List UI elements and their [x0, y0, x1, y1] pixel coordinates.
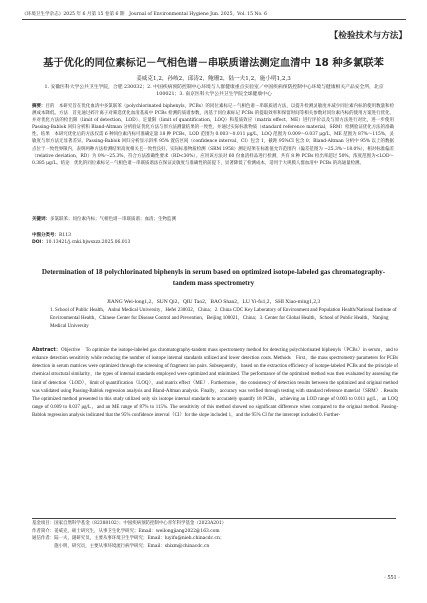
english-abstract-label: Abstract： — [32, 347, 62, 353]
footnote-corresponding-2: 施小明，研究员，主要从事环境流行病学研究；Email：shixm@chinacdc.cn — [32, 543, 210, 549]
english-abstract-text: Objective To optimize the isotope-labeled gas chromatography-tandem mass spectrometry method for detecting polychlorinated biphenyls（PCBs）in serum，and to enhance detection sensitivity while reducing the number of isotope internal standards utilized and lower detection costs. Methods First，the mass spectrometry parameters for PCBs detection in serum matrices were optimized through the screening of fragment ion pairs. Subsequently，based on the extraction efficiency of isotope-labeled PCBs and the principle of chemical structural similarity，the types of internal standards employed were optimized and minimized. The performance of the optimized method was then evaluated by assessing the limit of detection（LOD），limit of quantification（LOQ），and matrix effect（ME）. Furthermore，the consistency of detection results between the optimized and original method was validated using Passing-Bablok regression analysis and Bland-Altman analysis. Finally，accuracy was verified through testing with standard reference material（SRM）. Results The optimized method presented in this study utilized only six isotope internal standards to accurately quantify 18 PCBs，achieving an LOD range of 0.003 to 0.011 μg/L，an LOQ range of 0.009 to 0.037 μg/L，and an ME range of 87% to 115%. The sensitivity of this method showed no significant difference when compared to the original method. Passing-Bablok regression analysis indicated that the 95% confidence interval（CI）for the slope included 1，and the 95% CI for the intercept included 0. Further- — [32, 348, 403, 419]
english-affiliations: 1. School of Public Health，Anhui Medical University，Hefei 230032，China；2. China CDC Key Laboratory of Environment and Population Health/National Institute of Environmental Health，Chinese Center for Disease Control and Prevention，Beijing 100021，China；3. Center for Global Health，School of Public Health，Nanjing Medical University — [50, 308, 397, 329]
header-divider — [22, 19, 406, 20]
english-authors: JIANG Wei-long1,2，SUN Qi2，QIU Tao2，BAO Shan2，LU Yi-fu1,2，SHI Xiao-ming1,2,3 — [106, 299, 321, 305]
classification-label: 中图分类号： — [32, 233, 59, 238]
chinese-title: 基于优化的同位素标记－气相色谱－串联质谱法测定血清中 18 种多氯联苯 — [43, 57, 384, 69]
keywords-text: 多氯联苯；同位素内标；气相色谱－串联质谱；血清；生物监测 — [50, 217, 176, 222]
footnote-divider — [32, 518, 396, 519]
footnote-funding: 基金项目：国家自然科学基金（82388102）；中国疾病预防控制中心青年科学基金（2023A201） — [32, 521, 227, 526]
english-title: Determination of 18 polychlorinated biphenyls in serum based on optimized isotope-labeled gas chromatography-tandem mass spectrometry — [41, 268, 386, 287]
english-abstract — [32, 346, 403, 420]
running-header: 《环境卫生学杂志》2025 年 6 月第 15 卷第 6 期 Journal of Environmental Hygiene Jun. 2025，Vol. 15 No. 6 — [22, 12, 267, 17]
chinese-affiliations: 1. 安徽医科大学公共卫生学院，合肥 230032；2. 中国疾病预防控制中心环境与人群健康重点实验室／中国疾病预防控制中心环境与健康相关产品安全所，北京 100021；3. 南京医科大学公共卫生学院全球健康中心 — [44, 85, 384, 97]
doi-label: DOI： — [32, 240, 46, 245]
classification-number: R113 — [59, 233, 71, 238]
footnotes — [32, 520, 398, 550]
footnote-author-bio: 作者简介：姜威克，硕士研究生，从事卫生化学研究；Email：weilongjiang2022@163.com — [32, 528, 220, 534]
chinese-abstract-text: 目的 本研究旨在优化血清中多氯联苯（polychlorinated biphenyls，PCBs）的同位素标记－气相色谱－串联质谱方法，以提升检测灵敏度并减少同位素内标的使用数量和检测成本降低。方法 首先通过碎片离子对筛选优化血清基质中 PCBs 检测的质谱参数，再基于同位素标记 PCBs 的提取效率和保留时间等相关参数对同位素内标的使用方案进行优化，并对优化方法的检出限（limit of detection，LOD）、定量限（limit of quantification，LOQ）和基质效应（matrix effect，ME）进行评价以及与原方法进行对比，进一步使用 Passing-Bablok 回归分析和 Bland-Altman 分析验证优化方法与原方法测量结果的一致性，并通过实际标准物质（standard reference material，SRM）检测验证优化方法的准确性。结果 本研究优化后的方法仅需 6 种同位素内标可准确定量 18 种 PCBs，LOD 范围为 0.003～0.011 μg/L，LOQ 范围为 0.009～0.037 μg/L，ME 范围为 87%～115%，灵敏度与原方法无显著差异。Passing-Bablok 回归分析显示斜率 95% 置信区间（confidence interval，CI）包含 1，截距 95%CI 包含 0；Bland-Altman 分析中 95% 以上的数据点位于一致性界限内，表明两种方法检测结果高度相关且一致性良好。实际标准物质检测（SRM 1958）测定结果在标准值允许范围内（偏差范围为 −25.3%～18.0%），相对标准偏差（relative deviation，RD）为 0%～25.3%，符合方法准确性要求（RD<30%）。应用该方法对 60 份血清样品进行检测，共有 8 种 PCBs 检出率超过 50%，浓度范围为<LOD～0.385 μg/L。结论 优化的同位素标记－气相色谱－串联质谱法在保证灵敏度与准确性的前提下，显著降低了检测成本，适用于大规模人群血清中 PCBs 的高通量检测。 — [32, 104, 395, 166]
chinese-abstract-label: 摘要： — [32, 104, 46, 109]
footnote-corresponding-1: 通信作者：陆一夫，副研究员，主要从事环境卫生学研究；Email：luyifu@nieh.chinacdc.cn； — [32, 536, 225, 542]
doi-value: 10.13421/j.cnki.hjwsxzz.2025.06.013 — [45, 240, 131, 245]
page-number: · 551 · — [384, 575, 400, 581]
classification-and-doi — [32, 232, 394, 246]
section-tag: 【检验技术与方法】 — [329, 31, 407, 41]
chinese-abstract — [32, 103, 394, 167]
chinese-keywords — [32, 216, 394, 223]
chinese-authors: 姜威克1,2，孙岐2，邱涛2，鲍珊2，陆一夫1,2，施小明1,2,3 — [136, 76, 291, 82]
keywords-label: 关键词： — [32, 217, 50, 222]
